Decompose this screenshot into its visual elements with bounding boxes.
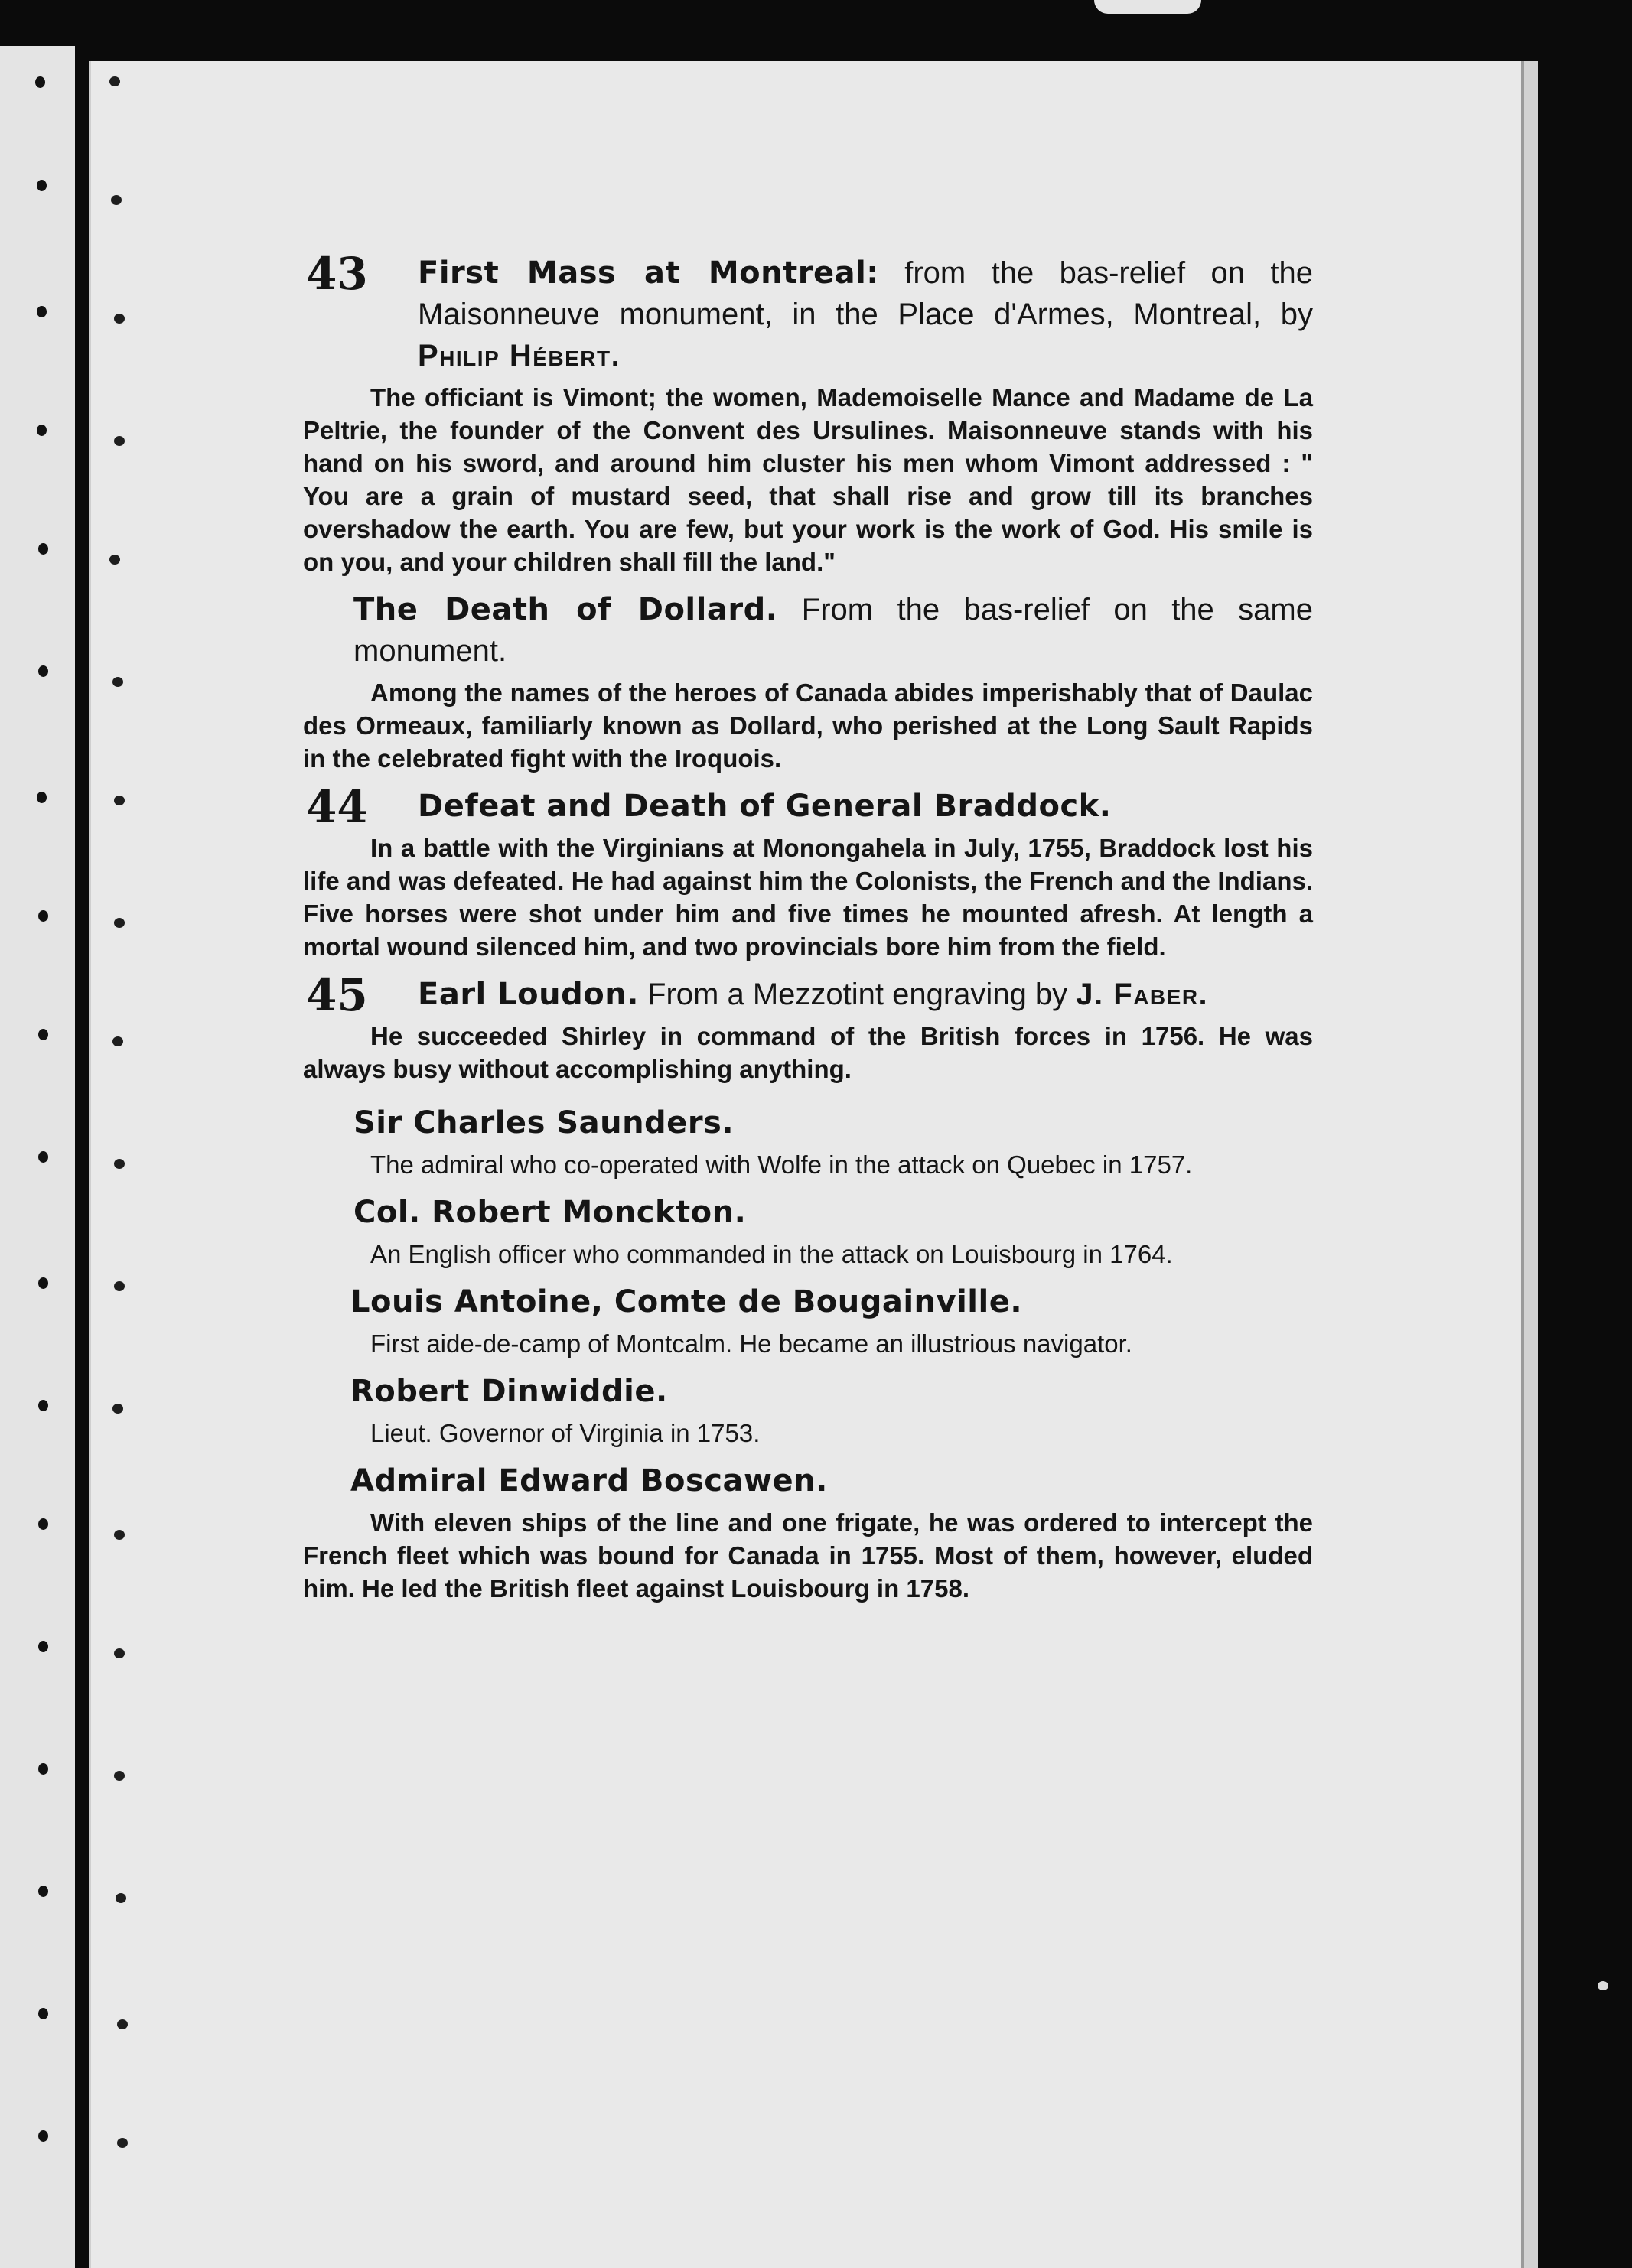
entry-number: 44: [306, 781, 368, 833]
entry-description: Among the names of the heroes of Canada abides imperishably that of Daulac des Ormeaux, familiarly known as Dollard, who perished at the Long Sault Rapids in the celebrated fight with the Iroquois.: [303, 678, 1313, 773]
entry-artist: Philip Hébert.: [418, 339, 621, 373]
margin-mark: [109, 76, 120, 86]
entry-title: Earl Loudon.: [418, 977, 639, 1012]
punch-hole: [38, 543, 48, 555]
punch-hole: [38, 1400, 48, 1411]
entry-title: Defeat and Death of General Braddock.: [418, 789, 1112, 824]
punch-hole: [38, 1277, 48, 1289]
margin-mark: [117, 2138, 128, 2148]
scan-artifact: [1598, 1981, 1608, 1990]
page-edge: [1521, 61, 1538, 2268]
margin-mark: [114, 1159, 125, 1169]
entry-title: The Death of Dollard.: [353, 592, 778, 627]
entry-number: 43: [306, 248, 368, 300]
entry-admiral-boscawen: [303, 1460, 1313, 1605]
margin-mark: [114, 1530, 125, 1540]
scan-artifact: [1094, 0, 1201, 14]
entry-heading-rest: From the bas-relief on the same monument.: [353, 593, 1313, 668]
margin-mark: [112, 1404, 123, 1414]
entry-heading: [303, 248, 1314, 376]
margin-mark: [114, 436, 125, 446]
punch-hole: [38, 2130, 48, 2142]
entry-44: [303, 781, 1313, 963]
entry-description: The officiant is Vimont; the women, Mademoiselle Mance and Madame de La Peltrie, the founder of the Convent des Ursulines. Maisonneuve stands with his hand on his sword, and around him cluster his men whom Vimont addressed : " You are a grain of mustard seed, that shall rise and grow till its branches overshadow the earth. You are few, but your work is the work of God. His smile is on you, and your children shall fill the land.": [303, 383, 1313, 576]
punch-hole: [37, 792, 47, 803]
entry-title: Admiral Edward Boscawen.: [350, 1463, 828, 1498]
punch-hole: [37, 425, 47, 436]
entry-title: Louis Antoine, Comte de Bougainville.: [350, 1284, 1023, 1319]
entry-death-of-dollard: [303, 589, 1313, 775]
entry-heading: [303, 589, 1313, 672]
entry-bougainville: [303, 1281, 1313, 1360]
entry-heading: [303, 1281, 1313, 1323]
entry-col-robert-monckton: [303, 1192, 1313, 1271]
entry-heading-rest: from the bas-relief on the Maisonneuve monument, in the Place d'Armes, Montreal, by: [418, 256, 1314, 331]
entry-heading: [303, 1102, 1313, 1144]
entry-artist: J. Faber.: [1076, 978, 1209, 1011]
entry-description: The admiral who co-operated with Wolfe in the attack on Quebec in 1757.: [370, 1150, 1193, 1179]
punch-hole: [38, 1518, 48, 1530]
margin-mark: [112, 1036, 123, 1046]
punch-hole: [38, 1641, 48, 1652]
margin-mark: [117, 2019, 128, 2029]
margin-mark: [114, 796, 125, 805]
entry-title: Col. Robert Monckton.: [353, 1195, 747, 1230]
margin-mark: [111, 195, 122, 205]
punch-hole: [38, 1763, 48, 1775]
entry-45: [303, 969, 1313, 1085]
entry-description: He succeeded Shirley in command of the British forces in 1756. He was always busy without accomplishing anything.: [303, 1022, 1313, 1083]
punch-hole: [35, 76, 45, 88]
margin-mark: [114, 1281, 125, 1291]
punch-hole: [38, 1029, 48, 1040]
entry-heading: [303, 1460, 1313, 1502]
margin-mark: [114, 1648, 125, 1658]
punch-hole: [38, 1151, 48, 1163]
punch-hole: [37, 180, 47, 191]
entry-heading-rest: From a Mezzotint engraving by: [647, 978, 1068, 1011]
entry-heading: [303, 969, 1313, 1021]
entry-description: An English officer who commanded in the attack on Louisbourg in 1764.: [370, 1240, 1173, 1268]
catalogue-text: [303, 248, 1314, 1605]
entry-title: Robert Dinwiddie.: [350, 1374, 668, 1409]
entry-title: First Mass at Montreal:: [418, 255, 879, 291]
entry-robert-dinwiddie: [303, 1371, 1313, 1450]
margin-mark: [114, 314, 125, 324]
entry-description: Lieut. Governor of Virginia in 1753.: [370, 1419, 761, 1447]
entry-heading: [303, 1192, 1313, 1233]
punch-hole: [38, 910, 48, 922]
entry-title: Sir Charles Saunders.: [353, 1105, 735, 1141]
entry-description: In a battle with the Virginians at Monongahela in July, 1755, Braddock lost his life and was defeated. He had against him the Colonists, the French and the Indians. Five horses were shot under him and five times he mounted afresh. At length a mortal wound silenced him, and two provincials bore him from the field.: [303, 834, 1313, 961]
entry-heading: [303, 781, 1313, 833]
punch-hole: [37, 306, 47, 317]
margin-mark: [116, 1893, 126, 1903]
punch-hole: [38, 665, 48, 677]
entry-sir-charles-saunders: [303, 1102, 1313, 1181]
margin-mark: [114, 918, 125, 928]
left-margin-strip: [0, 46, 75, 2268]
margin-mark: [112, 677, 123, 687]
punch-hole: [38, 1886, 48, 1897]
margin-mark: [114, 1771, 125, 1781]
entry-heading: [303, 1371, 1313, 1412]
entry-description: First aide-de-camp of Montcalm. He became an illustrious navigator.: [370, 1329, 1132, 1358]
margin-mark: [109, 555, 120, 565]
punch-hole: [38, 2008, 48, 2019]
entry-43: [303, 248, 1314, 578]
entry-description: With eleven ships of the line and one frigate, he was ordered to intercept the French fleet which was bound for Canada in 1755. Most of them, however, eluded him. He led the British fleet against Louisbourg in 1758.: [303, 1508, 1313, 1603]
entry-number: 45: [306, 969, 368, 1021]
